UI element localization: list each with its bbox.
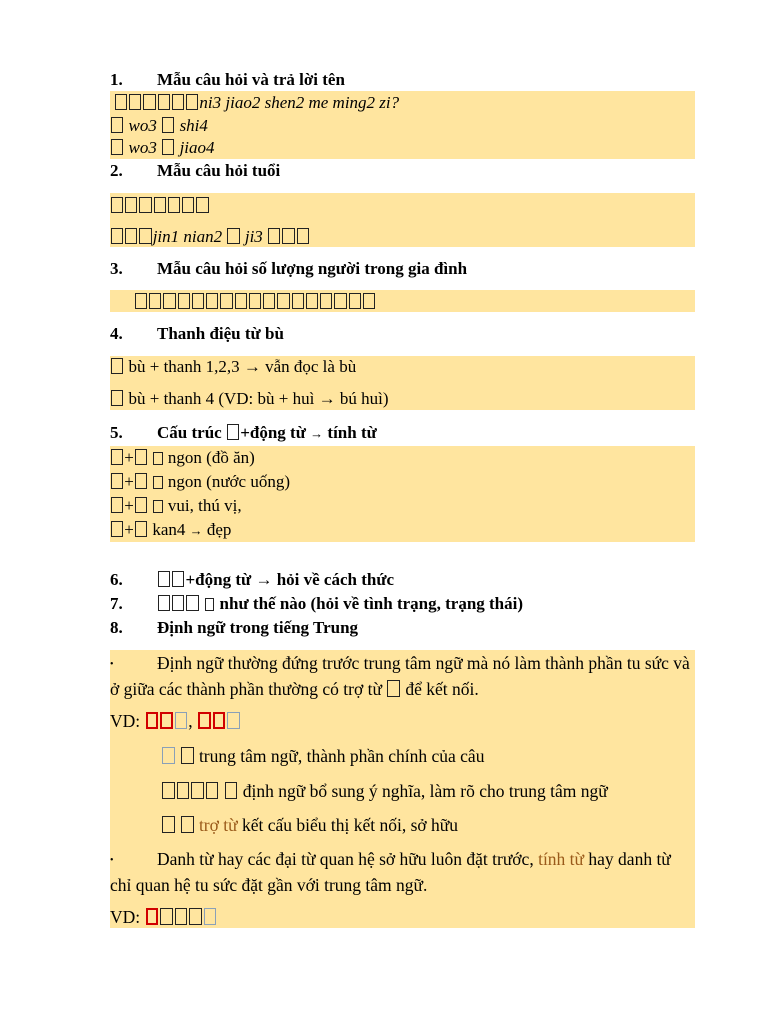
heading-4: 4. Thanh điệu từ bù <box>110 324 284 343</box>
s4-line1: bù + thanh 1,2,3 → vẫn đọc là bù <box>110 356 356 378</box>
arrow-right-icon: → <box>243 357 261 376</box>
s8-row-1: trung tâm ngữ, thành phần chính của câu <box>161 744 484 768</box>
s5-line1: + ngon (đồ ăn) <box>110 447 255 469</box>
s1-line3: wo3 jiao4 <box>110 137 215 159</box>
s5-line2: + ngon (nước uống) <box>110 471 290 493</box>
s1-line2: wo3 shi4 <box>110 115 208 137</box>
s1-line1: ni3 jiao2 shen2 me ming2 zi? <box>114 92 399 114</box>
s4-line2: bù + thanh 4 (VD: bù + huì → bú huì) <box>110 388 388 410</box>
s8-paragraph-2: • Danh từ hay các đại từ quan hệ sở hữu luôn đặt trước, tính từ hay danh từ chỉ quan hệ tu sức đặt gần với trung tâm ngữ. <box>110 849 671 895</box>
heading-1: 1. Mẫu câu hỏi và trả lời tên <box>110 70 345 89</box>
s8-example-2: VD: <box>110 905 217 929</box>
s3-line1 <box>134 291 376 313</box>
heading-3: 3. Mẫu câu hỏi số lượng người trong gia đình <box>110 259 468 278</box>
arrow-right-icon: → <box>255 570 273 589</box>
s8-example-1: VD: , <box>110 709 241 733</box>
s5-line4: + kan4 → đẹp <box>110 519 231 542</box>
s5-line3: + vui, thú vị, <box>110 495 242 517</box>
s8-paragraph-1: • Định ngữ thường đứng trước trung tâm ngữ mà nó làm thành phần tu sức và ở giữa các thành phần thường có trợ từ để kết nối. <box>110 653 690 699</box>
s2-line1 <box>110 195 210 217</box>
arrow-right-icon: → <box>310 426 324 441</box>
arrow-right-icon: → <box>318 389 336 408</box>
arrow-right-icon: → <box>189 523 203 538</box>
s8-row-2: định ngữ bổ sung ý nghĩa, làm rõ cho trung tâm ngữ <box>161 779 608 803</box>
s2-line2: jin1 nian2 ji3 <box>110 226 310 248</box>
heading-2: 2. Mẫu câu hỏi tuổi <box>110 161 281 180</box>
heading-8: 8. Định ngữ trong tiếng Trung <box>110 618 359 637</box>
heading-5: 5. Cấu trúc +động từ → tính từ <box>110 423 377 442</box>
s8-row-3: trợ từ kết cấu biểu thị kết nối, sở hữu <box>161 813 458 837</box>
heading-7: 7. như thế nào (hỏi về tình trạng, trạng thái) <box>110 594 524 613</box>
heading-6: 6. +động từ → hỏi về cách thức <box>110 570 395 589</box>
